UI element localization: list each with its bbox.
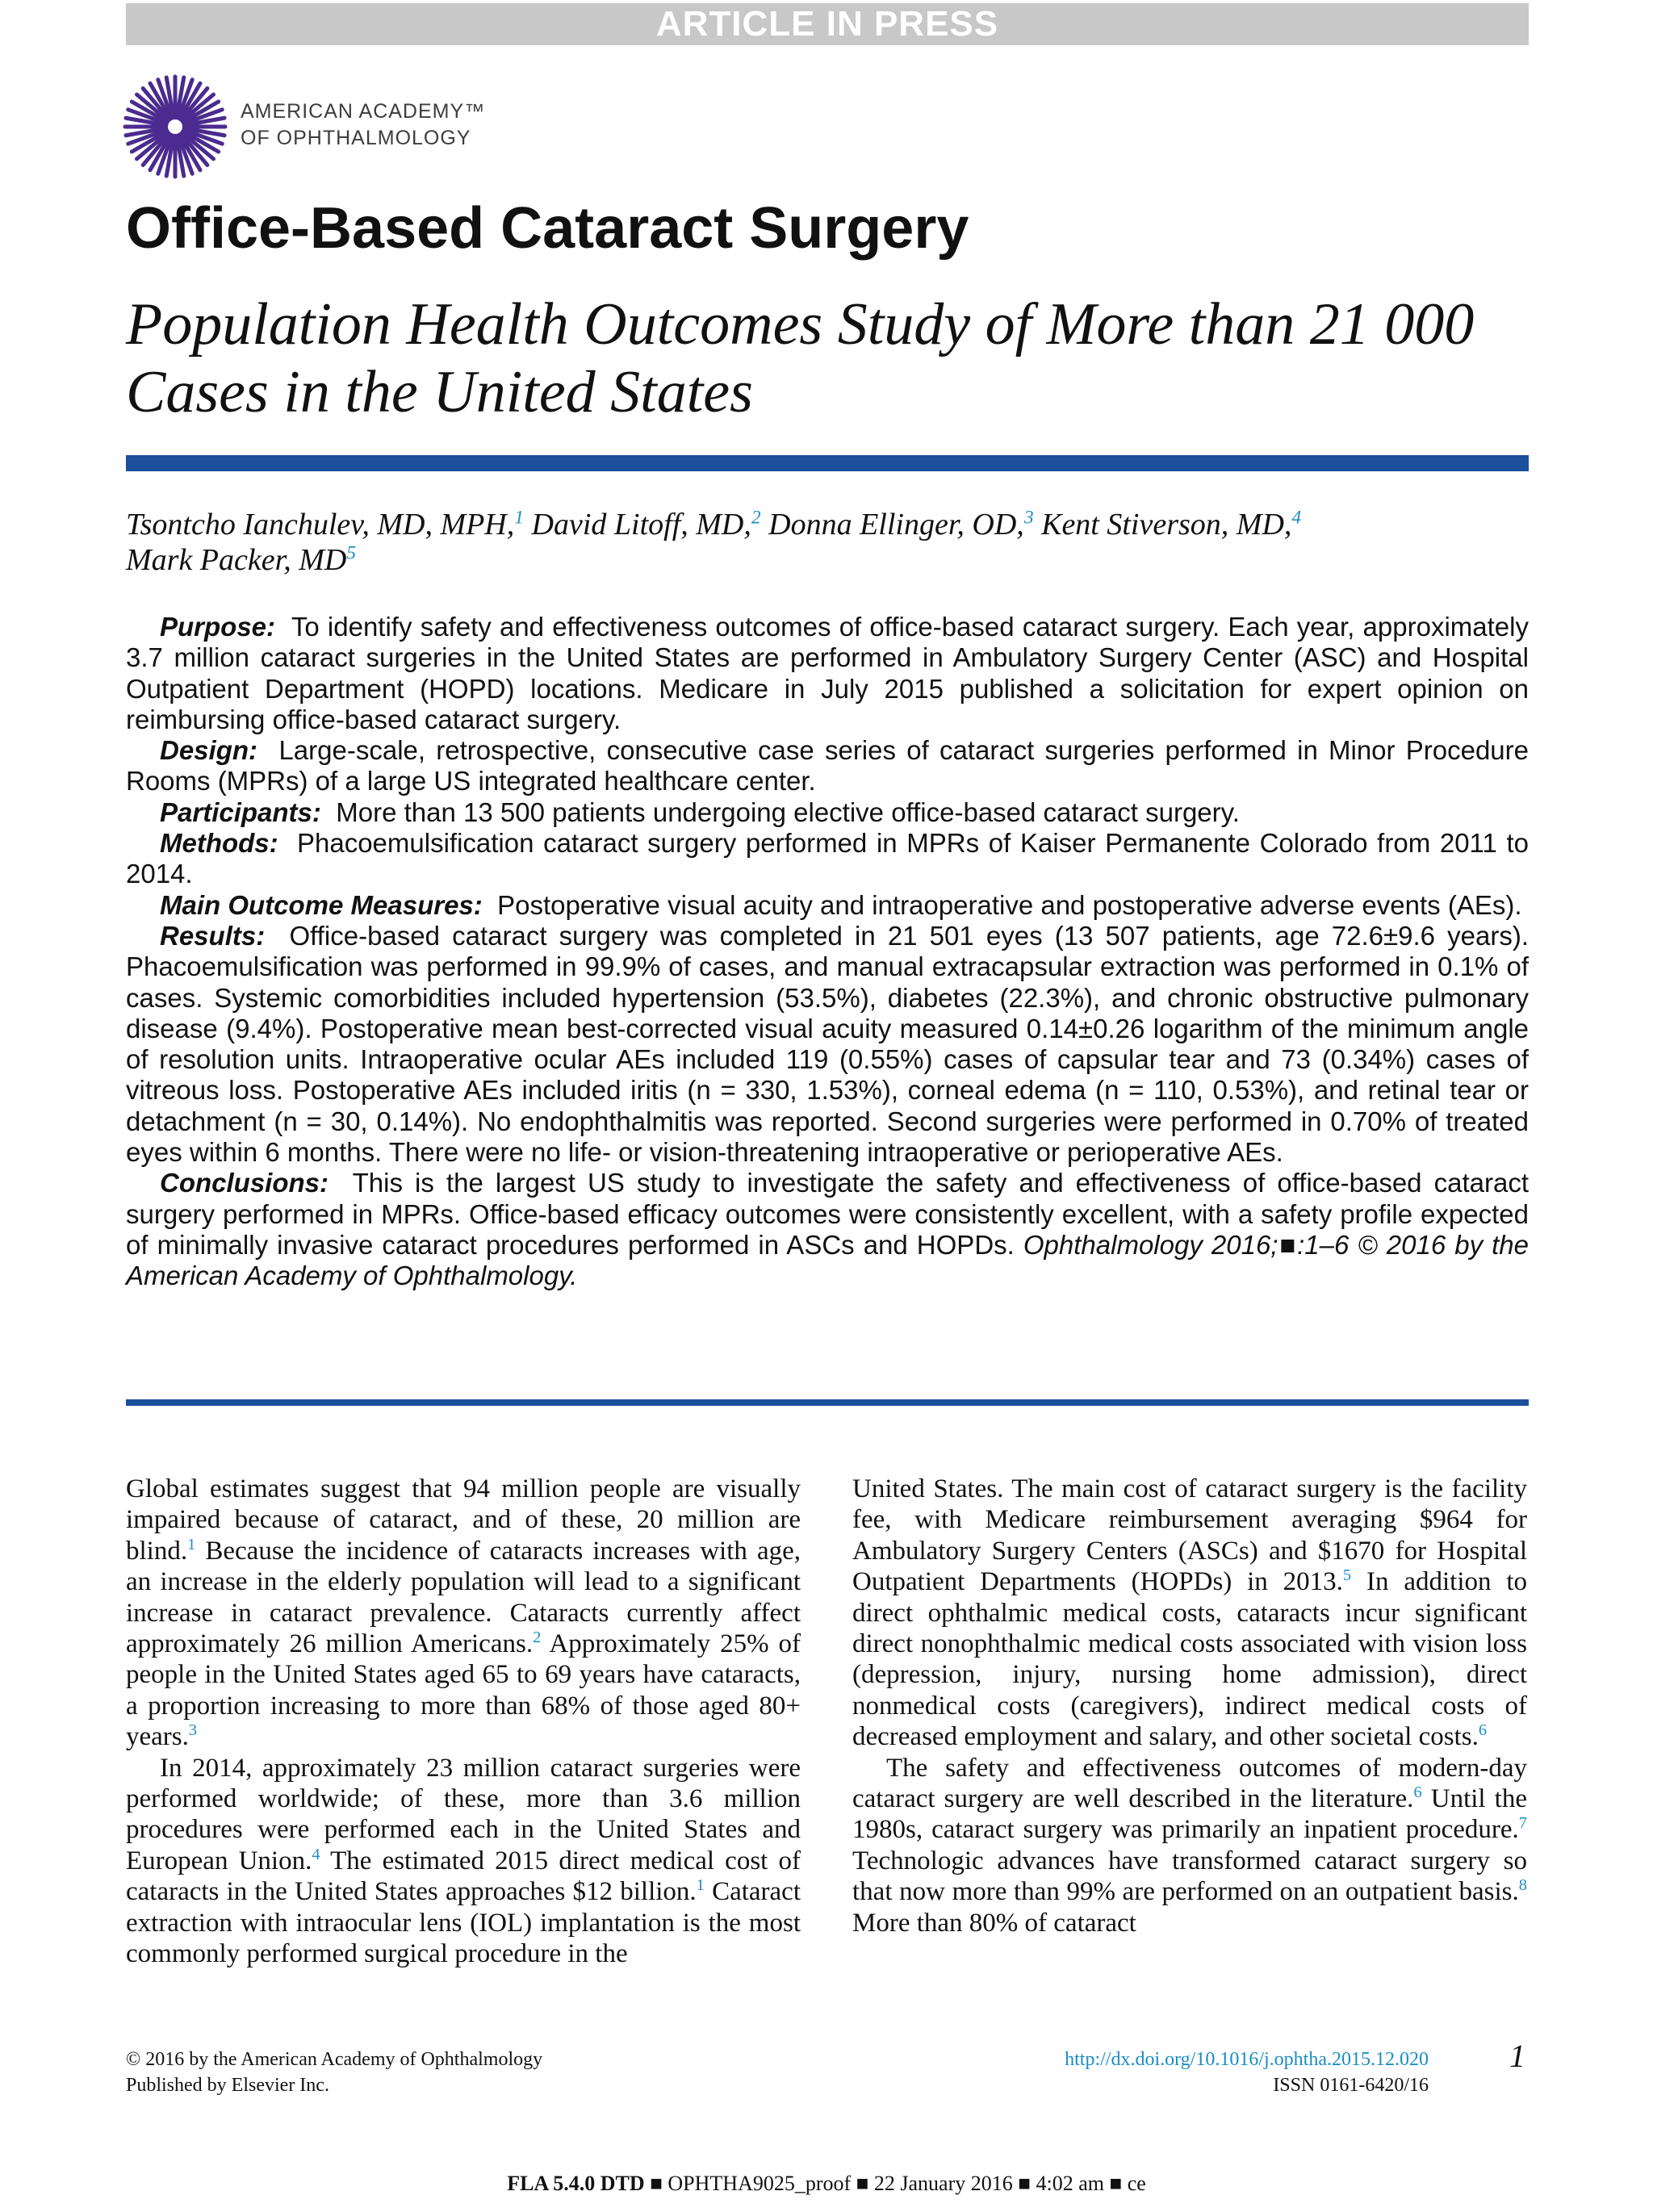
separator-square-icon: ■ [856, 2172, 869, 2195]
publisher-name-line1: AMERICAN ACADEMY™ [241, 100, 486, 123]
starburst-logo-icon [123, 74, 228, 179]
body-column-right [852, 1474, 1527, 1938]
citation-ref[interactable]: 5 [1342, 1566, 1352, 1585]
proof-time: 4:02 am [1036, 2172, 1104, 2195]
author-name: David Litoff, MD, [531, 508, 751, 542]
citation-ref[interactable]: 3 [188, 1721, 198, 1740]
publisher-name-line2: OF OPHTHALMOLOGY [241, 127, 471, 149]
copyright-text: © 2016 by the American Academy of Ophthalmology [126, 2049, 543, 2070]
article-subtitle: Population Health Outcomes Study of More than 21 000 Cases in the United States [126, 291, 1475, 425]
doi-link[interactable]: http://dx.doi.org/10.1016/j.ophtha.2015.12.020 [1065, 2049, 1429, 2070]
affiliation-ref[interactable]: 5 [346, 542, 357, 564]
author-name: Kent Stiverson, MD, [1041, 508, 1292, 542]
abstract-conclusions [126, 1168, 1529, 1291]
section-label: Design: [160, 735, 258, 766]
section-label: Main Outcome Measures: [160, 889, 483, 920]
abstract-divider [126, 1399, 1529, 1406]
body-paragraph: In 2014, approximately 23 million cataract surgeries were performed worldwide; of these, more than 3.6 million procedures were performed each in the United States and European Union.$^4$ The estimated 2015 direct medical cost of cataracts in the United States approaches $12 billion.$^1$ Cataract extraction with intraocular lens (IOL) implantation is the most commonly performed surgical procedure in the [126, 1753, 801, 1969]
affiliation-ref[interactable]: 1 [514, 507, 525, 529]
abstract-purpose [126, 612, 1529, 735]
author-name: Donna Ellinger, OD, [768, 508, 1024, 542]
issn-text: ISSN 0161-6420/16 [1273, 2075, 1429, 2096]
article-title: Office-Based Cataract Surgery [126, 196, 969, 261]
section-text: Office-based cataract surgery was completed in 21 501 eyes (13 507 patients, age 72.6±9.6 years). Phacoemulsification was performed in 99.9% of cases, and manual extracapsular extraction was performed in 0.1% of cases. Systemic comorbidities included hypertension (53.5%), diabetes (22.3%), and chronic obstructive pulmonary disease (9.4%). Postoperative mean best-corrected visual acuity measured 0.14±0.26 logarithm of the minimum angle of resolution units. Intraoperative ocular AEs included 119 (0.55%) cases of capsular tear and 73 (0.34%) cases of vitreous loss. Postoperative AEs included iritis (n = 330, 1.53%), corneal edema (n = 110, 0.53%), and retinal tear or detachment (n = 30, 0.14%). No endophthalmitis was reported. Second surgeries were performed in 0.70% of treated eyes within 6 months. There were no life- or vision-threatening intraoperative or perioperative AEs. [126, 920, 1530, 1168]
doi-footer [985, 2047, 1429, 2098]
abstract-design [126, 735, 1529, 797]
section-label: Results: [160, 920, 266, 951]
separator-square-icon: ■ [1109, 2172, 1123, 2195]
affiliation-ref[interactable]: 2 [751, 507, 761, 529]
abstract-results [126, 921, 1529, 1168]
body-paragraph: United States. The main cost of cataract surgery is the facility fee, with Medicare reimbursement averaging $964 for Ambulatory Surgery Centers (ASCs) and $1670 for Hospital Outpatient Departments (HOPDs) in 2013.$^5$ In addition to direct ophthalmic medical costs, cataracts incur significant direct nonophthalmic medical costs associated with vision loss (depression, injury, nursing home admission), direct nonmedical costs (caregivers), indirect medical costs of decreased employment and salary, and other societal costs.$^6$ [852, 1474, 1528, 1752]
proof-dtd: FLA 5.4.0 DTD [507, 2172, 645, 2195]
copyright-footer [126, 2047, 542, 2098]
body-paragraph: Global estimates suggest that 94 million people are visually impaired because of cataract, and of these, 20 million are blind.$^1$ Because the incidence of cataracts increases with age, an increase in the elderly population will lead to a significant increase in cataract prevalence. Cataracts currently affect approximately 26 million Americans.$^2$ Approximately 25% of people in the United States aged 65 to 69 years have cataracts, a proportion increasing to more than 68% of those aged 80+ years.$^3$ [126, 1474, 801, 1752]
author-name: Tsontcho Ianchulev, MD, MPH, [126, 508, 515, 542]
section-text: To identify safety and effectiveness outcomes of office-based cataract surgery. Each year, approximately 3.7 million cataract surgeries in the United States are performed in Ambulatory Surgery Center (ASC) and Hospital Outpatient Department (HOPD) locations. Medicare in July 2015 published a solicitation for expert opinion on reimbursing office-based cataract surgery. [126, 612, 1529, 734]
section-label: Purpose: [160, 612, 276, 642]
citation-ref[interactable]: 7 [1518, 1814, 1527, 1833]
abstract-methods [126, 828, 1529, 890]
citation-ref[interactable]: 6 [1413, 1783, 1422, 1802]
article-in-press-banner: ARTICLE IN PRESS [126, 3, 1529, 45]
affiliation-ref[interactable]: 4 [1291, 507, 1302, 529]
citation-ref[interactable]: 2 [533, 1629, 542, 1647]
section-label: Participants: [160, 797, 321, 827]
citation-ref[interactable]: 1 [696, 1876, 705, 1895]
citation-ref[interactable]: 8 [1518, 1876, 1527, 1895]
publisher-name [241, 98, 485, 152]
page-number: 1 [1509, 2038, 1525, 2074]
journal-citation: Ophthalmology 2016;■:1–6 © 2016 by the American Academy of Ophthalmology. [126, 1229, 1529, 1291]
section-text: Large-scale, retrospective, consecutive case series of cataract surgeries performed in Minor Procedure Rooms (MPRs) of a large US integrated healthcare center. [126, 735, 1529, 797]
abstract [126, 612, 1529, 1292]
author-list [126, 507, 1530, 578]
citation-ref[interactable]: 6 [1478, 1721, 1488, 1740]
affiliation-ref[interactable]: 3 [1023, 507, 1034, 529]
publisher-text: Published by Elsevier Inc. [126, 2075, 329, 2096]
title-divider [126, 455, 1529, 471]
proof-date: 22 January 2016 [873, 2172, 1013, 2195]
separator-square-icon: ■ [1018, 2172, 1031, 2195]
proof-code: OPHTHA9025_proof [667, 2172, 852, 2195]
proof-suffix: ce [1127, 2172, 1146, 2195]
body-column-left [126, 1474, 801, 1970]
section-text: More than 13 500 patients undergoing elective office-based cataract surgery. [336, 797, 1240, 827]
citation-ref[interactable]: 1 [187, 1535, 196, 1553]
section-text: Phacoemulsification cataract surgery performed in MPRs of Kaiser Permanente Colorado from 2011 to 2014. [126, 828, 1529, 889]
section-label: Conclusions: [160, 1168, 329, 1198]
section-text: Postoperative visual acuity and intraoperative and postoperative adverse events (AEs). [497, 889, 1522, 920]
section-text: This is the largest US study to investigate the safety and effectiveness of office-based cataract surgery performed in MPRs. Office-based efficacy outcomes were consistently excellent, with a safety profile expected of minimally invasive cataract procedures performed in ASCs and HOPDs. [126, 1168, 1530, 1260]
author-name: Mark Packer, MD [126, 543, 347, 577]
section-label: Methods: [160, 828, 278, 859]
proof-info-line [0, 2171, 1653, 2197]
abstract-measures [126, 890, 1529, 921]
citation-ref[interactable]: 4 [312, 1845, 320, 1863]
body-paragraph: The safety and effectiveness outcomes of modern-day cataract surgery are well described in the literature.$^6$ Until the 1980s, cataract surgery was primarily an inpatient procedure.$^7$ Technologic advances have transformed cataract surgery so that now more than 99% are performed on an outpatient basis.$^8$ More than 80% of cataract [852, 1753, 1527, 1938]
abstract-participants [126, 797, 1529, 828]
separator-square-icon: ■ [650, 2172, 663, 2195]
